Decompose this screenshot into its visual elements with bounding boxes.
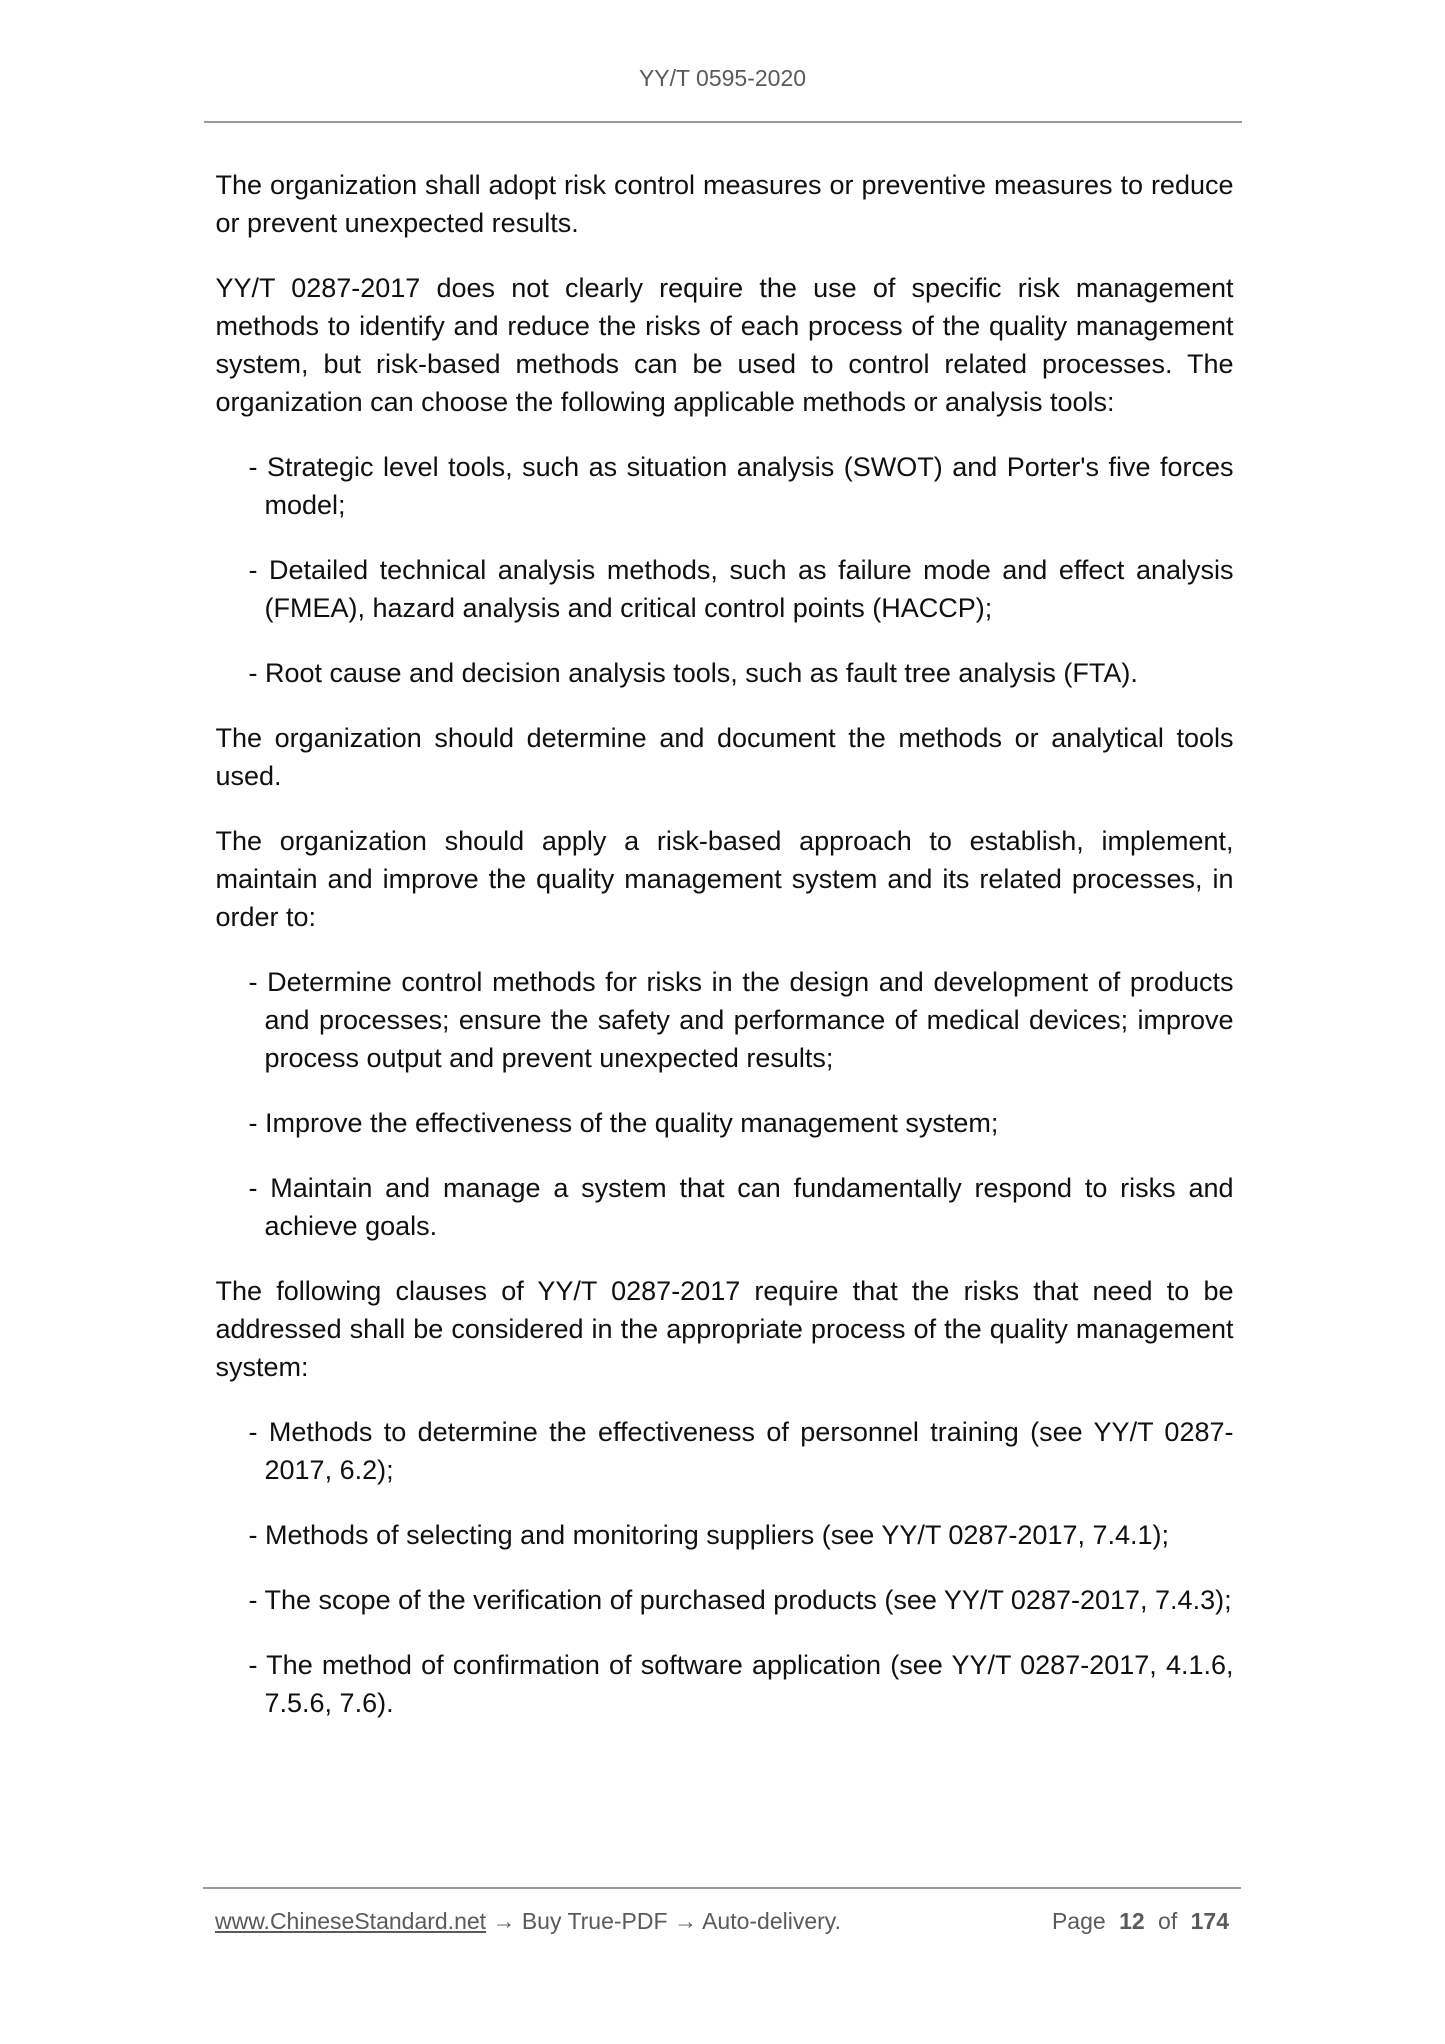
- page-of: of: [1158, 1908, 1178, 1934]
- bullet-item: - Methods of selecting and monitoring suppliers (see YY/T 0287-2017, 7.4.1);: [248, 1520, 1170, 1550]
- paragraph: The organization should apply a risk-based approach to establish, implement, maintain and improve the quality management system and its related processes, in order to:: [215, 826, 1234, 932]
- paragraph: The following clauses of YY/T 0287-2017 require that the risks that need to be addressed shall be considered in the appropriate process of the quality management system:: [215, 1276, 1234, 1382]
- document-body: [216, 123, 1234, 1722]
- footer-action-buy: Buy True-PDF: [521, 1908, 668, 1934]
- bullet-item: - Strategic level tools, such as situation analysis (SWOT) and Porter's five forces model;: [248, 452, 1234, 520]
- page-indicator: [1052, 1907, 1229, 1935]
- paragraph: YY/T 0287-2017 does not clearly require the use of specific risk management methods to identify and reduce the risks of each process of the quality management system, but risk-based methods can be used to control related processes. The organization can choose the following applicable methods or analysis tools:: [215, 273, 1234, 417]
- paragraph: The organization should determine and document the methods or analytical tools used.: [215, 723, 1234, 791]
- page-current: 12: [1119, 1908, 1145, 1934]
- bullet-item: - Determine control methods for risks in the design and development of products and processes; ensure the safety and performance of medical devices; improve process output and prevent unexpected results;: [248, 967, 1234, 1073]
- arrow-icon: →: [492, 1908, 516, 1934]
- page-header: [204, 0, 1242, 1722]
- footer-action-delivery: Auto-delivery.: [702, 1908, 841, 1934]
- page-total: 174: [1190, 1908, 1229, 1934]
- site-link[interactable]: www.ChineseStandard.net: [215, 1908, 487, 1934]
- bullet-item: - Methods to determine the effectiveness of personnel training (see YY/T 0287-2017, 6.2);: [248, 1417, 1234, 1485]
- bullet-item: - Root cause and decision analysis tools, such as fault tree analysis (FTA).: [248, 658, 1138, 688]
- footer-promo: [215, 1907, 841, 1935]
- arrow-icon: →: [673, 1908, 697, 1934]
- document-code: YY/T 0595-2020: [638, 65, 807, 91]
- bullet-item: - Maintain and manage a system that can fundamentally respond to risks and achieve goals.: [248, 1173, 1234, 1241]
- paragraph: The organization shall adopt risk control measures or preventive measures to reduce or prevent unexpected results.: [215, 170, 1234, 238]
- bullet-item: - The scope of the verification of purchased products (see YY/T 0287-2017, 7.4.3);: [248, 1585, 1232, 1615]
- bullet-item: - Detailed technical analysis methods, such as failure mode and effect analysis (FMEA), hazard analysis and critical control points (HACCP);: [248, 555, 1234, 623]
- bullet-item: - Improve the effectiveness of the quality management system;: [248, 1108, 999, 1138]
- page-footer: [203, 1887, 1241, 1935]
- bullet-item: - The method of confirmation of software application (see YY/T 0287-2017, 4.1.6, 7.5.6, 7.6).: [248, 1650, 1234, 1718]
- page-label: Page: [1051, 1908, 1106, 1934]
